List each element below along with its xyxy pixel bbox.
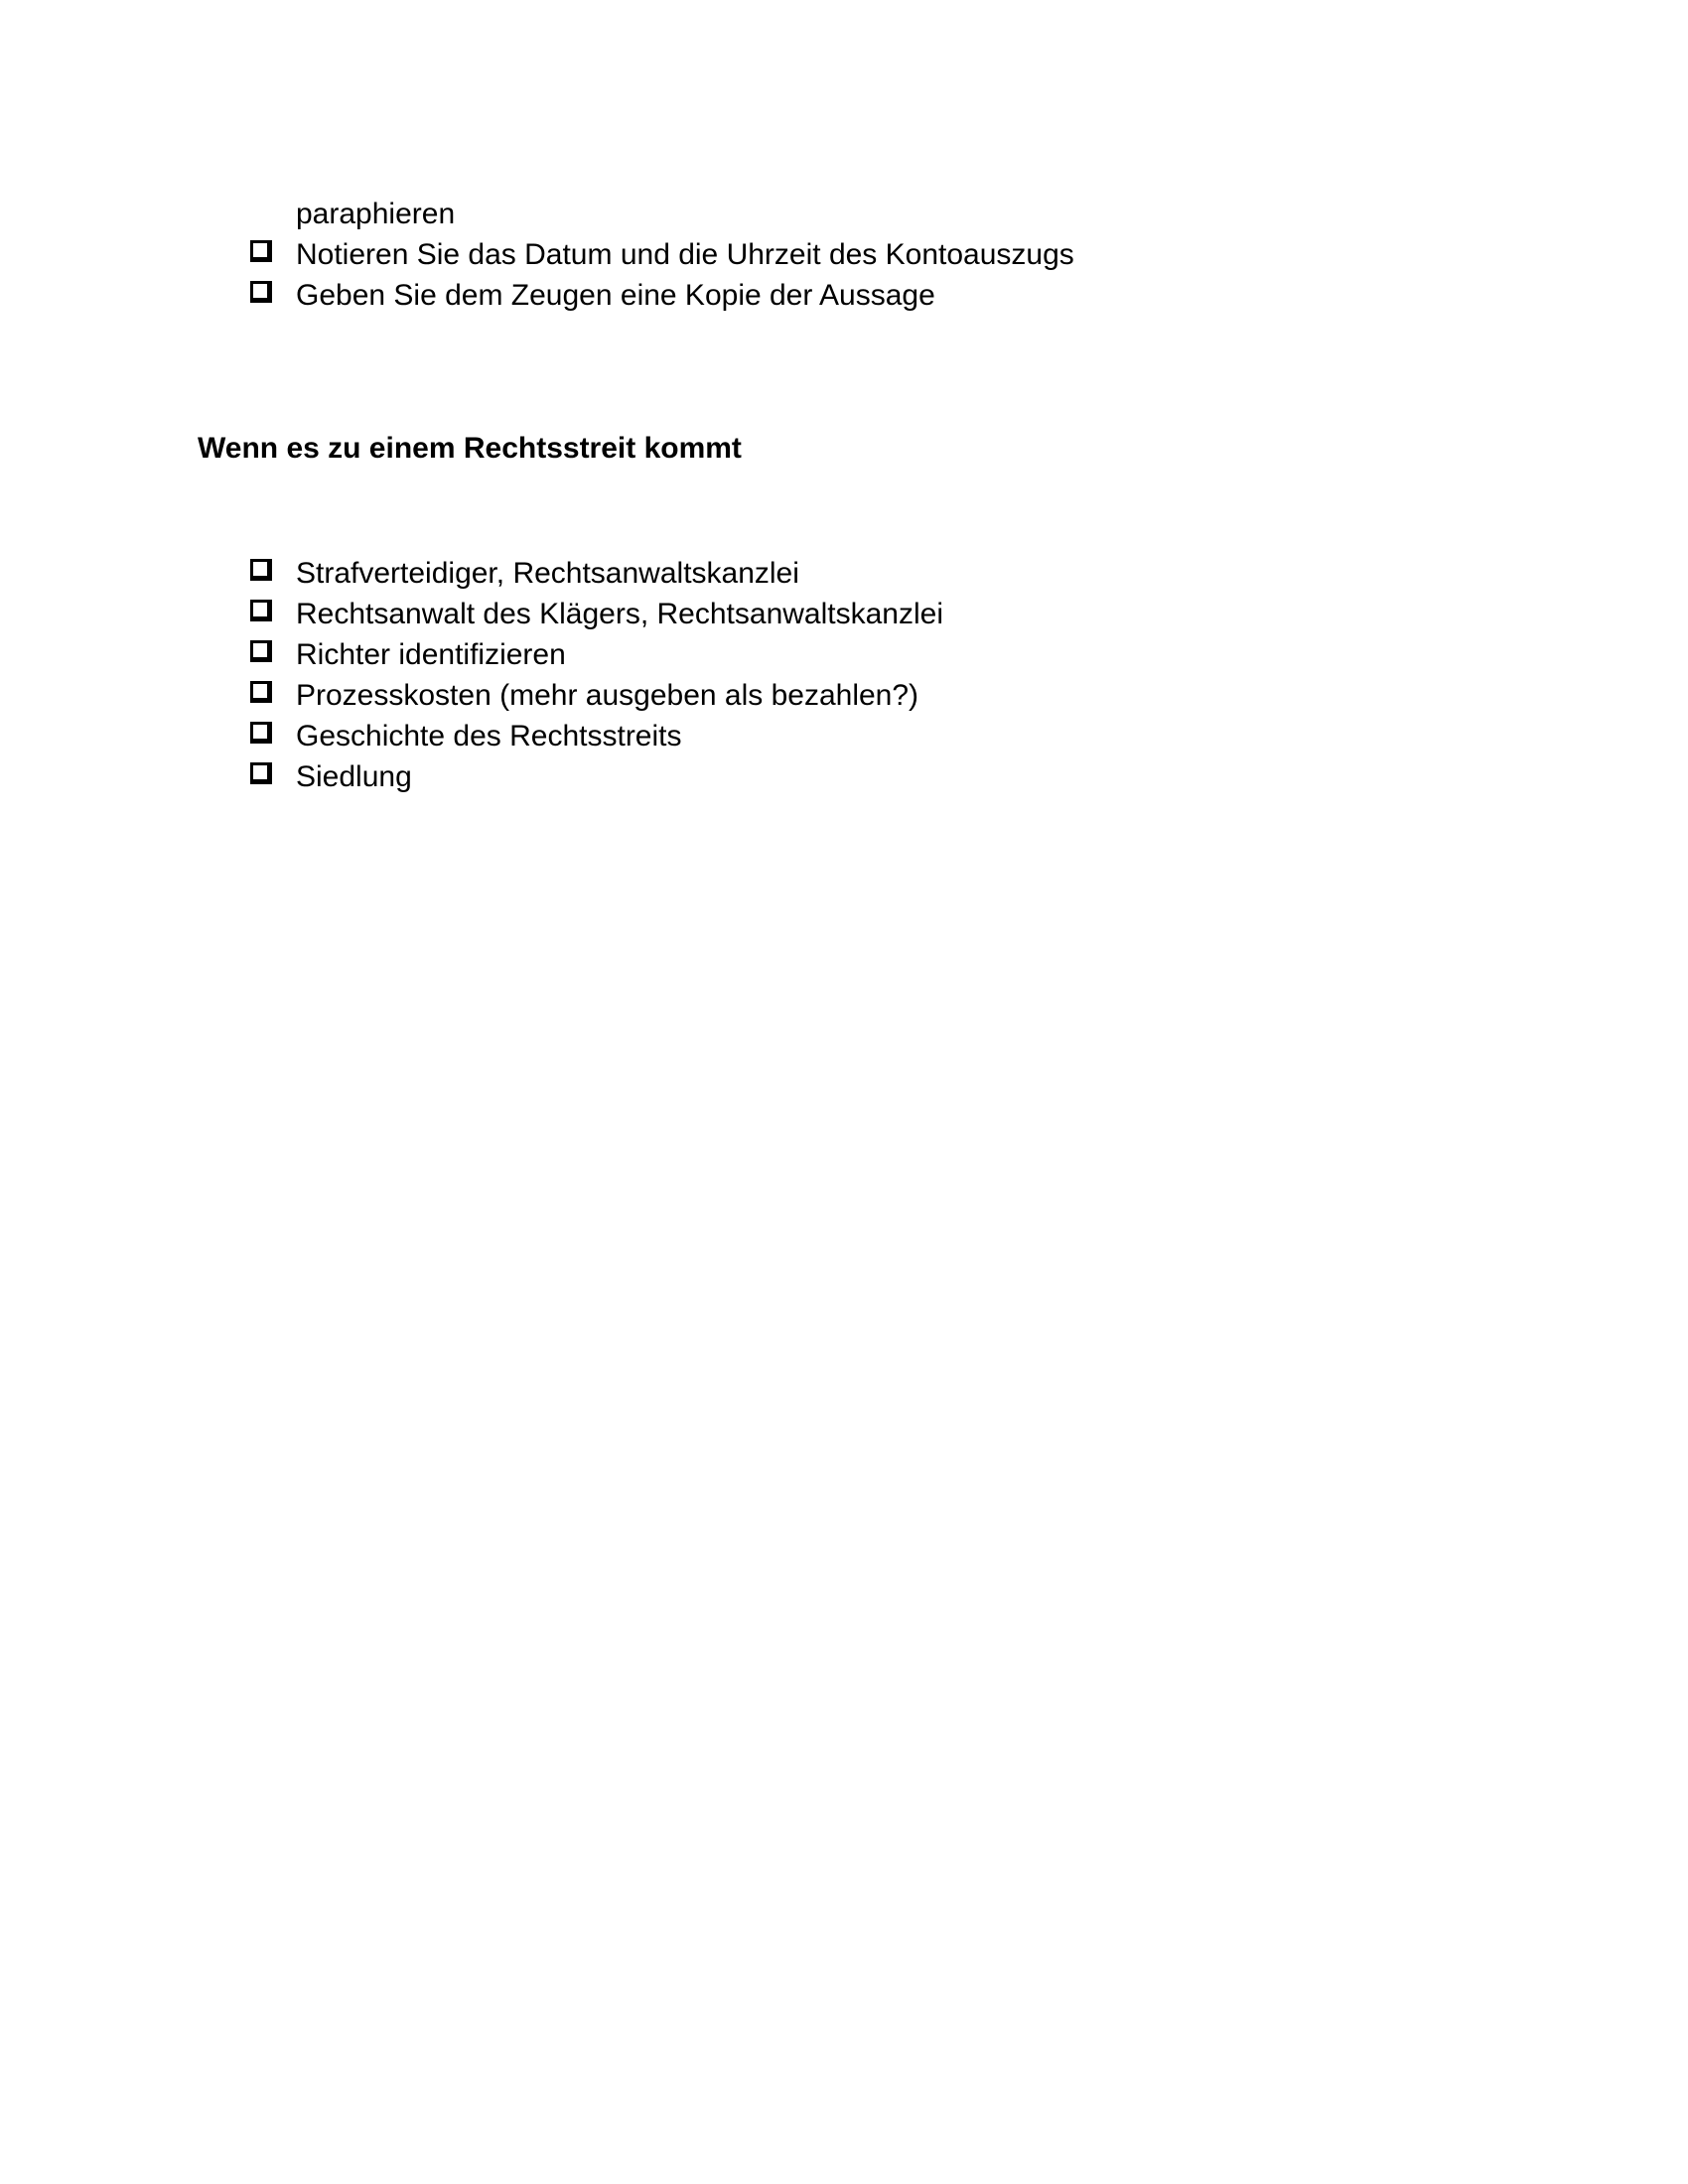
- list-item: Notieren Sie das Datum und die Uhrzeit des Kontoauszugs: [296, 238, 1074, 271]
- section-heading: Wenn es zu einem Rechtsstreit kommt: [198, 432, 742, 465]
- checkbox-icon[interactable]: [250, 640, 272, 662]
- checkbox-icon[interactable]: [250, 281, 272, 303]
- list-item: Strafverteidiger, Rechtsanwaltskanzlei: [296, 557, 799, 590]
- list-item-continuation: paraphieren: [296, 198, 456, 230]
- list-item: Richter identifizieren: [296, 638, 566, 671]
- list-item: Geschichte des Rechtsstreits: [296, 720, 682, 752]
- checkbox-icon[interactable]: [250, 722, 272, 744]
- checkbox-icon[interactable]: [250, 600, 272, 621]
- list-item: Rechtsanwalt des Klägers, Rechtsanwaltskanzlei: [296, 598, 943, 630]
- checkbox-icon[interactable]: [250, 681, 272, 703]
- checkbox-icon[interactable]: [250, 762, 272, 784]
- list-item: Siedlung: [296, 760, 412, 793]
- checkbox-icon[interactable]: [250, 559, 272, 581]
- checkbox-icon[interactable]: [250, 240, 272, 262]
- list-item: Prozesskosten (mehr ausgeben als bezahlen?): [296, 679, 919, 712]
- list-item: Geben Sie dem Zeugen eine Kopie der Aussage: [296, 279, 935, 312]
